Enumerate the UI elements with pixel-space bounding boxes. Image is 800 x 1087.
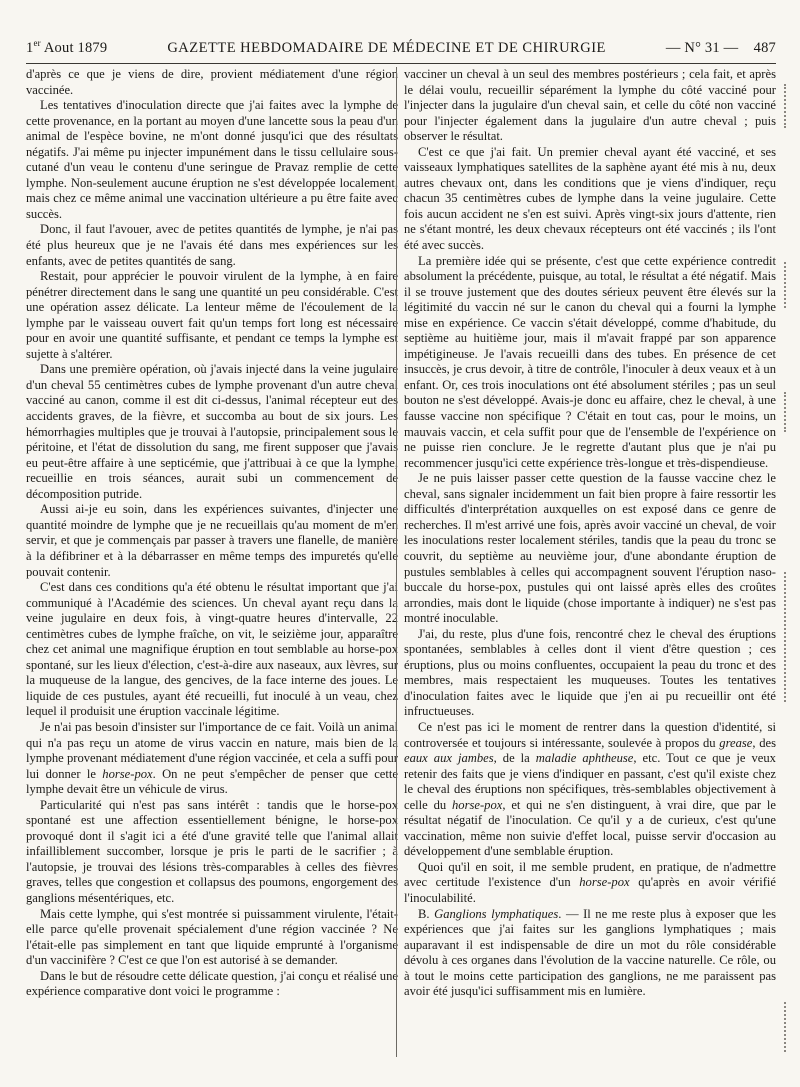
running-header <box>26 38 776 60</box>
header-rule <box>26 63 776 64</box>
text-run: qu'après en avoir vérifié l'inoculabilité. <box>404 875 776 905</box>
section-marker: B. <box>418 906 435 921</box>
paragraph: C'est ce que j'ai fait. Un premier cheval ayant été vacciné, et ses vaisseaux lymphatiques satellites de la saphène ayant été mis à nu, deux autres chevaux ont, dans les conditions que je viens d'indiquer, reçu chacun 35 centimètres cubes de lymphe dans la veine jugulaire. Cette fois aucun accident ne s'en est suivi. Après vingt-six jours d'attente, rien ne s'étant montré, les deux chevaux récepteurs ont été vaccinés ; ils l'ont été avec succès. <box>404 144 776 253</box>
text-run: , des <box>752 735 776 750</box>
paragraph <box>404 860 776 907</box>
paragraph: C'est dans ces conditions qu'a été obtenu le résultat important que j'ai communiqué à l'Académie des sciences. Un cheval ayant reçu dans la veine jugulaire en deux fois, à vingt-quatre heures d'intervalle, 22 centimètres cubes de lymphe fraîche, on vit, le seizième jour, apparaître chez cet animal une magnifique éruption en tout semblable au horse-pox spontané, sur les lieux d'élection, c'est-à-dire aux naseaux, aux lèvres, sur la muqueuse de la langue, des gencives, de la face interne des joues. Le liquide de ces pustules, ayant été recueilli, fut inoculé à un veau, chez lequel il produisit une éruption vaccinale légitime. <box>26 580 398 719</box>
paragraph: Je ne puis laisser passer cette question de la fausse vaccine chez le cheval, sans signaler incidemment un fait bien propre à faire ressortir les difficultés d'interprétation auxquelles on est exposé dans ce genre de recherches. Il m'est arrivé une fois, après avoir vacciné un cheval, de voir les inoculations rester localement stériles, tandis que la peau du tronc se couvrit, du septième au neuvième jour, d'une abondante éruption de pustules semblables à celles qui accompagnent souvent l'éruption naso-buccale du horse-pox, pustules qui ont laissé après elles des croûtes arrondies, mais dont le liquide (chose importante à indiquer) ne s'est pas montré inoculable. <box>404 471 776 626</box>
section-heading: Ganglions lymphatiques <box>434 906 559 921</box>
italic-term: horse-pox <box>579 875 630 890</box>
header-right <box>666 40 776 57</box>
page-number: 487 <box>753 39 776 56</box>
paragraph: La première idée qui se présente, c'est que cette expérience contredit absolument la précédente, puisque, au total, le résultat a été négatif. Mais il se trouve justement que des doutes sérieux peuvent être élevés sur la légitimité du vaccin né sur le canon du cheval qui a fourni la lymphe mise en expérience. Ce vaccin s'était développé, comme d'habitude, du septième au huitième jour, mais il m'avait frappé par son apparence impétigineuse. Je l'avais recueilli dans des tubes. En présence de cet insuccès, je crus devoir, à titre de contrôle, l'inoculer à deux veaux et à un enfant. Or, ces trois inoculations ont été absolument stériles ; pas un seul bouton ne s'est développé. Avais-je donc eu affaire, chez le cheval, à une fausse vaccine non spécifique ? C'était en tout cas, pour le moins, un mauvais vaccin, et cela suffit pour que de l'ensemble de l'expérience on ne puisse rien conclure. Je le regrette d'autant plus que je n'ai pu recommencer jusqu'ici cette expérience très-longue et très-dispendieuse. <box>404 253 776 470</box>
text-run: , etc. Tout ce que je veux retenir des faits que je viens d'indiquer en passant, c'est qu'il existe chez le cheval des éruptions non spécifiques, très-semblables objectivement à celle du <box>404 751 776 812</box>
paragraph: Dans une première opération, où j'avais injecté dans la veine jugulaire d'un cheval 55 centimètres cubes de lymphe provenant d'un autre cheval vacciné au canon, comme il est dit ci-dessus, l'animal récepteur eut des accidents graves, de la fièvre, et succomba au bout de six jours. Les hémorrhagies multiples que je trouvai à l'autopsie, principalement sous le péritoine, et l'état de dissolution du sang, me firent supposer que j'avais eu peut-être affaire à une septicémie, que j'attribuai à ce que la lymphe, recueillie en trois séances, aurait subi un commencement de décomposition putride. <box>26 362 398 501</box>
paragraph: Mais cette lymphe, qui s'est montrée si puissamment virulente, l'était-elle parce qu'elle provenait spécialement d'une région vaccinée ? Ne l'était-elle pas simplement en tant que liquide emprunté à l'organisme d'un vaccinifère ? C'est ce que l'on est autorisé à se demander. <box>26 906 398 968</box>
date-superscript: er <box>33 38 41 48</box>
header-date <box>26 38 107 57</box>
paragraph <box>26 720 398 798</box>
issue-number: — N° 31 — <box>665 39 739 56</box>
text-run: . On ne peut s'empêcher de penser que cette lymphe devait être un véhicule de virus. <box>26 766 398 797</box>
left-column <box>26 67 398 1000</box>
paragraph: Les tentatives d'inoculation directe que j'ai faites avec la lymphe de cette provenance, en la portant au moyen d'une lancette sous la peau d'un animal de l'espèce bovine, ne m'ont donné jusqu'ici que des résultats négatifs. J'ai même pu injecter impunément dans le tissu cellulaire sous-cutané d'un veau le contenu d'une seringue de Pravaz remplie de cette lymphe. Non-seulement aucune éruption ne s'est développée localement, mais chez ce même animal une vaccination ultérieure a pu être faite avec succès. <box>26 98 398 221</box>
text-run: . — Il ne me reste plus à exposer que les expériences que j'ai faites sur les ganglions lymphatiques ; mais auparavant il est indispensable de dire un mot du rôle considérable dévolu à ces organes dans l'évolution de la vaccine naturelle. Ce rôle, ou à tout le moins cette participation des ganglions, ne me paraissent pas avoir été jusqu'ici suffisamment mis en lumière. <box>404 906 776 999</box>
right-column <box>404 67 776 1000</box>
column-divider <box>396 67 397 1057</box>
paragraph: Dans le but de résoudre cette délicate question, j'ai conçu et réalisé une expérience comparative dont voici le programme : <box>26 968 398 999</box>
text-run: , de la <box>493 751 536 766</box>
paragraph <box>404 907 776 1000</box>
italic-term: horse-pox <box>452 797 503 812</box>
margin-dots <box>784 84 796 128</box>
text-run: Quoi qu'il en soit, il me semble prudent, en pratique, de n'admettre avec certitude l'existence d'un <box>404 859 776 890</box>
italic-term: maladie aphtheuse <box>535 751 634 766</box>
margin-dots <box>784 1002 796 1052</box>
journal-title: GAZETTE HEBDOMADAIRE DE MÉDECINE ET DE CHIRURGIE <box>167 39 606 56</box>
margin-dots <box>784 262 796 308</box>
paragraph: Particularité qui n'est pas sans intérêt : tandis que le horse-pox spontané est une affection essentiellement bénigne, le horse-pox provoqué dont il s'agit ici a été d'une gravité telle que l'animal allait infailliblement succomber, lorsque je pris le parti de le sacrifier ; à l'autopsie, je trouvai des lésions très-comparables à celles des fièvres graves, telles que congestion et collapsus des poumons, engorgement des ganglions mésentériques, etc. <box>26 797 398 905</box>
paragraph <box>404 720 776 860</box>
date-day: 1 <box>26 39 34 56</box>
paragraph: Donc, il faut l'avouer, avec de petites quantités de lymphe, je n'ai pas été plus heureux que je ne l'avais été dans mes expériences sur les enfants, avec de petites quantités de sang. <box>26 222 398 268</box>
margin-dots <box>784 572 796 702</box>
text-run: , et qui ne s'en distinguent, à vrai dire, que par le résultat négatif de l'inoculation. Ce qu'il y a de curieux, c'est qu'une vaccination, même non suivie d'effet local, puisse servir d'occasion au développement d'une semblable éruption. <box>404 797 776 859</box>
italic-term: eaux aux jambes <box>404 751 494 766</box>
italic-term: grease <box>719 735 753 750</box>
margin-dots <box>784 392 796 432</box>
paragraph: J'ai, du reste, plus d'une fois, rencontré chez le cheval des éruptions spontanées, semblables à celles dont il vient d'être question ; ces éruptions, plus ou moins confluentes, occupaient la peau du tronc et des membres, mais respectaient les muqueuses. Toutes les tentatives d'inoculation faites avec le liquide que j'en ai pu recueillir ont été infructueuses. <box>404 626 776 719</box>
paragraph: Aussi ai-je eu soin, dans les expériences suivantes, d'injecter une quantité moindre de lymphe que je ne recueillais qu'au moment de m'en servir, et que je commençais par passer à travers une flanelle, de manière à la défibriner et à la débarrasser en même temps des impuretés qu'elle pouvait contenir. <box>26 502 398 579</box>
text-run: Je n'ai pas besoin d'insister sur l'importance de ce fait. Voilà un animal qui n'a pas reçu un atome de virus vaccin en nature, mais bien de la lymphe provenant médiatement d'une région vaccinée, et cela a suffi pour lui donner le <box>26 719 398 781</box>
date-month-year: Aout 1879 <box>43 39 108 56</box>
paragraph: d'après ce que je viens de dire, provient médiatement d'une région vaccinée. <box>26 67 398 97</box>
text-run: Ce n'est pas ici le moment de rentrer dans la question d'identité, si controversée et toujours si intéressante, soulevée à propos du <box>404 719 776 750</box>
paragraph: vacciner un cheval à un seul des membres postérieurs ; cela fait, et après le délai voulu, recueillir séparément la lymphe du côté vacciné pour l'injecter dans la jugulaire d'un cheval sain, et celle du côté non vacciné pour l'injecter également dans la jugulaire d'un autre cheval ; puis observer le résultat. <box>404 67 776 144</box>
paragraph: Restait, pour apprécier le pouvoir virulent de la lymphe, à en faire pénétrer directement dans le sang une quantité un peu considérable. C'est une opération assez délicate. La lenteur même de l'écoulement de la lymphe par le vaisseau ouvert fait qu'un temps fort long est nécessaire pour en avoir une quantité suffisante, et pendant ce temps la lymphe est sujette à s'altérer. <box>26 269 398 361</box>
italic-term: horse-pox <box>102 766 153 781</box>
